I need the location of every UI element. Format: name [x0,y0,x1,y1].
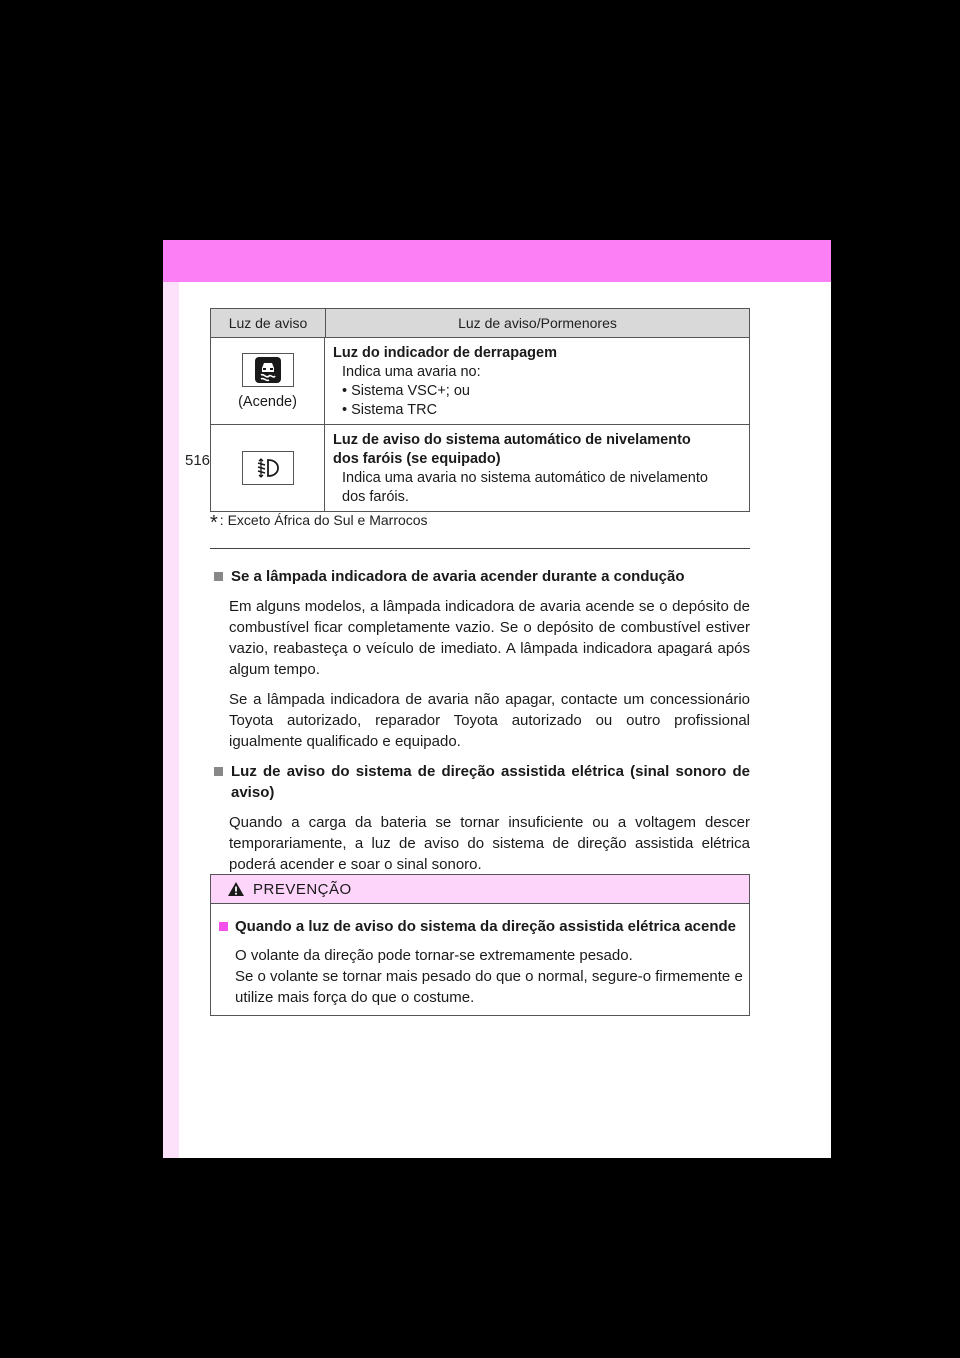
table-header-warning-light: Luz de aviso [211,309,326,337]
manual-page [163,240,831,1158]
light-title: Luz do indicador de derrapagem [333,345,557,361]
skid-indicator-icon [242,353,294,387]
section-heading: Luz de aviso do sistema de direção assistida elétrica (sinal sonoro de aviso) [210,761,750,803]
warning-triangle-icon [227,881,245,897]
table-row [211,425,749,511]
caution-line: Se o volante se tornar mais pesado do que o normal, segure-o firmemente e utilize mais força do que o costume. [235,968,743,1006]
footnote-marker: * [210,512,218,534]
caution-body [211,904,749,1008]
body-sections [210,566,750,884]
light-detail-line: dos faróis. [342,489,409,505]
footnote-text: : Exceto África do Sul e Marrocos [219,512,428,528]
section-divider [210,548,750,549]
warning-light-details [325,338,749,424]
light-state-caption: (Acende) [238,393,297,410]
square-bullet-icon [219,922,228,931]
caution-title: PREVENÇÃO [253,880,352,898]
caution-box [210,874,750,1016]
caution-heading: Quando a luz de aviso do sistema da direção assistida elétrica acende [219,916,743,937]
page-header-band [163,240,831,282]
table-row [211,338,749,425]
page-number: 516 [185,452,211,469]
square-bullet-icon [214,767,223,776]
light-detail-line: Indica uma avaria no: [342,364,481,380]
caution-line: O volante da direção pode tornar-se extremamente pesado. [235,947,633,964]
caution-header [211,875,749,904]
section-paragraph: Se a lâmpada indicadora de avaria não apagar, contacte um concessionário Toyota autorizado, reparador Toyota autorizado ou outro profissional igualmente qualificado e equipado. [229,691,750,750]
warning-lights-table [210,308,750,512]
footnote [210,512,428,535]
warning-light-cell [211,425,325,511]
table-header-details: Luz de aviso/Pormenores [458,315,617,331]
light-title-line: dos faróis (se equipado) [333,451,501,467]
headlight-leveling-icon [242,451,294,485]
table-header [211,309,749,338]
light-detail-line: Indica uma avaria no sistema automático de nivelamento [342,470,708,486]
light-title-line: Luz de aviso do sistema automático de nivelamento [333,432,691,448]
section-paragraph: Quando a carga da bateria se tornar insuficiente ou a voltagem descer temporariamente, a luz de aviso do sistema de direção assistida elétrica poderá acender e soar o sinal sonoro. [229,814,750,873]
light-detail-line: • Sistema TRC [342,402,438,418]
light-detail-line: • Sistema VSC+; ou [342,383,470,399]
warning-light-cell [211,338,325,424]
square-bullet-icon [214,572,223,581]
section-heading: Se a lâmpada indicadora de avaria acender durante a condução [210,566,750,587]
section-paragraph: Em alguns modelos, a lâmpada indicadora de avaria acende se o depósito de combustível ficar completamente vazio. Se o depósito de combustível estiver vazio, reabasteça o veículo de imediato. A lâmpada indicadora apagará após algum tempo. [229,598,750,678]
page-side-stripe [163,282,211,1158]
warning-light-details [325,425,749,511]
